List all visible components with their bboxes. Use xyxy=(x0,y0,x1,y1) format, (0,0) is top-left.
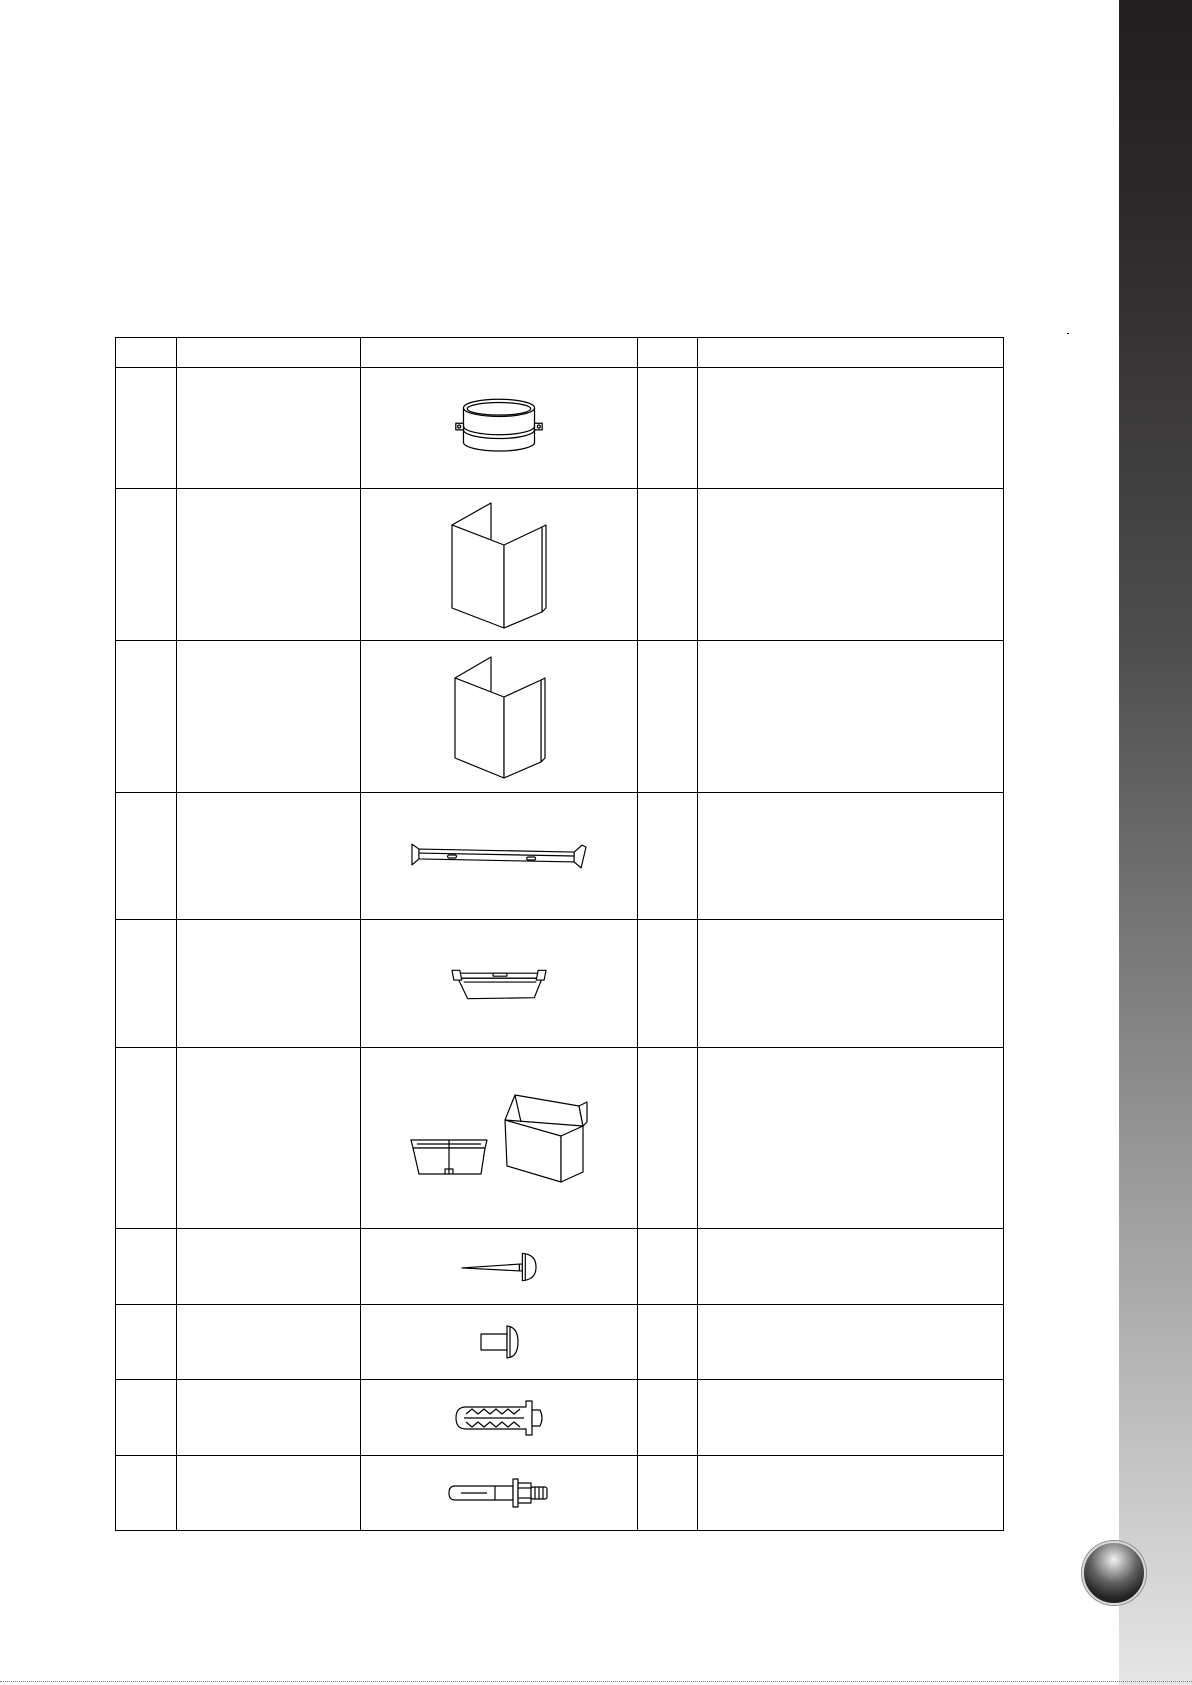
table-row xyxy=(116,489,1004,641)
cell-remark xyxy=(698,641,1004,793)
cell-image xyxy=(361,793,638,920)
cell-no xyxy=(116,1456,177,1531)
cell-image xyxy=(361,489,638,641)
cell-image xyxy=(361,1048,638,1229)
cell-image xyxy=(361,1380,638,1456)
cell-name xyxy=(177,641,361,793)
trim-line xyxy=(0,1681,1192,1682)
cell-name xyxy=(177,920,361,1048)
header-cell-remark xyxy=(698,338,1004,368)
header-cell-no xyxy=(116,338,177,368)
cell-image xyxy=(361,368,638,489)
header-cell-image xyxy=(361,338,638,368)
screw-icon xyxy=(479,1325,519,1359)
cell-remark xyxy=(698,1229,1004,1305)
bracket-tray-icon xyxy=(409,1136,489,1178)
cell-remark xyxy=(698,1305,1004,1380)
support-bracket-icon xyxy=(450,966,548,1002)
cell-no xyxy=(116,368,177,489)
cell-name xyxy=(177,489,361,641)
cell-qty xyxy=(638,489,698,641)
cell-name xyxy=(177,1048,361,1229)
lower-chimney-cover-icon xyxy=(449,654,549,780)
cell-remark xyxy=(698,1380,1004,1456)
cell-no xyxy=(116,793,177,920)
cell-qty xyxy=(638,1229,698,1305)
page-marker-sphere xyxy=(1082,1541,1146,1605)
carton-box-icon xyxy=(501,1092,589,1184)
expansion-bolt-icon xyxy=(447,1475,551,1511)
cell-no xyxy=(116,489,177,641)
cell-no xyxy=(116,641,177,793)
image-group xyxy=(361,1092,637,1184)
cell-image xyxy=(361,641,638,793)
cell-name xyxy=(177,793,361,920)
table-row xyxy=(116,641,1004,793)
cell-remark xyxy=(698,1456,1004,1531)
cell-qty xyxy=(638,1305,698,1380)
cell-qty xyxy=(638,641,698,793)
cell-qty xyxy=(638,1048,698,1229)
cell-name xyxy=(177,1305,361,1380)
cell-remark xyxy=(698,368,1004,489)
cell-qty xyxy=(638,1456,698,1531)
cell-no xyxy=(116,1048,177,1229)
cell-name xyxy=(177,1456,361,1531)
cell-qty xyxy=(638,920,698,1048)
cell-remark xyxy=(698,793,1004,920)
cell-image xyxy=(361,1305,638,1380)
table-row xyxy=(116,1229,1004,1305)
page-side-tab xyxy=(1119,0,1192,1685)
cell-name xyxy=(177,1380,361,1456)
nail-icon xyxy=(461,1251,537,1283)
duct-ring-icon xyxy=(451,394,547,462)
cell-qty xyxy=(638,1380,698,1456)
cell-name xyxy=(177,368,361,489)
cell-name xyxy=(177,1229,361,1305)
parts-table xyxy=(115,337,1004,1531)
table-row xyxy=(116,920,1004,1048)
cell-image xyxy=(361,1456,638,1531)
cell-image xyxy=(361,920,638,1048)
cell-no xyxy=(116,1380,177,1456)
header-cell-qty xyxy=(638,338,698,368)
table-row xyxy=(116,1048,1004,1229)
upper-chimney-cover-icon xyxy=(447,500,551,630)
table-row xyxy=(116,1305,1004,1380)
cell-remark xyxy=(698,1048,1004,1229)
table-row xyxy=(116,368,1004,489)
crop-tick xyxy=(1067,333,1069,334)
header-cell-name xyxy=(177,338,361,368)
cell-remark xyxy=(698,489,1004,641)
cell-no xyxy=(116,920,177,1048)
cell-image xyxy=(361,1229,638,1305)
cell-no xyxy=(116,1229,177,1305)
mounting-rail-icon xyxy=(410,841,588,871)
cell-qty xyxy=(638,793,698,920)
cell-remark xyxy=(698,920,1004,1048)
table-header-row xyxy=(116,338,1004,368)
cell-no xyxy=(116,1305,177,1380)
wall-plug-icon xyxy=(452,1398,546,1438)
table-row xyxy=(116,1456,1004,1531)
cell-qty xyxy=(638,368,698,489)
table-row xyxy=(116,793,1004,920)
table-row xyxy=(116,1380,1004,1456)
